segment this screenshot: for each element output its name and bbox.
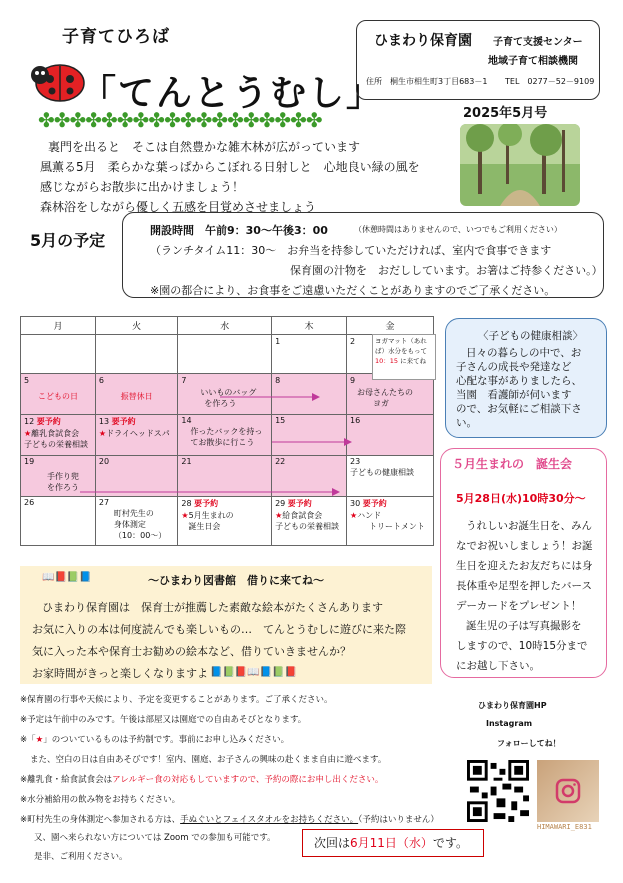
event-kabuto-2: を作ろう bbox=[47, 483, 79, 492]
ladybug-icon bbox=[28, 55, 88, 103]
issue-label: 2025年5月号 bbox=[463, 106, 548, 121]
note-3 bbox=[20, 733, 289, 745]
schedule-lunch: （ランチタイム11：30～ お弁当を持参していただければ、室内で食事できます bbox=[150, 244, 552, 257]
date-13: 13 bbox=[98, 417, 110, 426]
instagram-qr-code[interactable] bbox=[537, 760, 599, 822]
birthday-line: デーカードをプレゼント！ bbox=[456, 600, 582, 612]
event-bag-1: いいものバッグ bbox=[200, 388, 257, 397]
calendar-cell bbox=[178, 497, 272, 546]
event-health-consult: 子どもの健康相談 bbox=[349, 468, 414, 477]
books-icon: 📖📕📗📘 bbox=[42, 572, 92, 583]
note-7c: （予約はいりません） bbox=[358, 815, 439, 825]
org-subtitle-support: 子育て支援センター bbox=[493, 37, 583, 48]
note-7b: 手ぬぐいとフェイスタオルをお持ちください。 bbox=[180, 815, 359, 825]
calendar-cell-empty bbox=[21, 335, 96, 374]
forest-photo bbox=[460, 124, 580, 206]
event-measure-2: 身体測定 bbox=[113, 520, 146, 529]
hp-label: ひまわり保育園HP bbox=[478, 701, 547, 710]
arrow-icon bbox=[80, 488, 340, 496]
note-8: 又、園へ来られない方については Zoom での参加も可能です。 bbox=[34, 833, 276, 843]
star-icon: ★ bbox=[35, 735, 44, 745]
date-15: 15 bbox=[275, 416, 286, 425]
instagram-label: Instagram bbox=[486, 719, 533, 728]
schedule-hours: 開設時間 午前9：30～午後3：00 bbox=[150, 224, 328, 237]
library-line-3: 気に入った本や保育士お勧めの絵本など、借りていきませんか？ bbox=[32, 645, 351, 658]
date-9: 9 bbox=[349, 376, 356, 385]
yoga-note-line: に来てね bbox=[400, 357, 427, 365]
calendar-cell bbox=[178, 415, 272, 456]
instagram-handle: HIMAWARI_E831 bbox=[537, 823, 592, 831]
calendar-cell bbox=[95, 415, 177, 456]
arrow-icon bbox=[220, 393, 320, 401]
event-baby-food: 離乳食試食会 bbox=[31, 429, 80, 438]
star-icon: ★ bbox=[24, 429, 32, 438]
event-birthday-1: 5月生まれの bbox=[188, 511, 234, 520]
star-icon: ★ bbox=[181, 511, 189, 520]
date-16: 16 bbox=[349, 416, 361, 425]
intro-line-4: 森林浴をしながら優しく五感を目覚めさせましょう bbox=[40, 200, 317, 214]
calendar-cell bbox=[272, 497, 347, 546]
calendar-cell bbox=[346, 456, 433, 497]
next-prefix: 次回は bbox=[314, 836, 351, 850]
date-12: 12 bbox=[24, 417, 35, 426]
date-23: 23 bbox=[349, 457, 361, 466]
org-subtitle-consult: 地域子育て相談機関 bbox=[488, 56, 578, 67]
calendar-cell bbox=[95, 374, 177, 415]
intro-line-1: 裏門を出ると そこは自然豊かな雑木林が広がっています bbox=[48, 140, 361, 154]
calendar-cell bbox=[272, 335, 347, 374]
note-4: また、空白の日は自由あそびです！室内、園庭、お子さんの興味の赴くまま自由に遊べます。 bbox=[30, 755, 387, 765]
weekday-thu: 木 bbox=[272, 317, 347, 335]
org-tel: TEL 0277－52－9109 bbox=[505, 77, 595, 86]
event-hand-2: トリートメント bbox=[368, 522, 425, 531]
calendar-cell bbox=[95, 497, 177, 546]
schedule-hours-note: （休憩時間はありませんので、いつでもご利用ください） bbox=[354, 225, 562, 234]
birthday-line: なでお祝いしましょう！お誕 bbox=[456, 540, 593, 552]
event-hand-1: ハンド bbox=[357, 511, 382, 520]
birthday-body bbox=[456, 516, 593, 676]
note-1: ※保育園の行事や天候により、予定を変更することがあります。ご了承ください。 bbox=[20, 695, 333, 705]
event-nutrition-2: 子どもの栄養相談 bbox=[275, 522, 340, 531]
calendar-cell bbox=[346, 415, 433, 456]
event-substitute-holiday: 振替休日 bbox=[120, 392, 153, 401]
health-title: 〈子どもの健康相談〉 bbox=[478, 330, 583, 342]
library-line-1: ひまわり保育園は 保育士が推薦した素敵な絵本がたくさんあります bbox=[42, 601, 383, 614]
birthday-line: 誕生児の子は写真撮影を bbox=[466, 620, 582, 632]
event-yoga-1: お母さんたちの bbox=[356, 388, 413, 397]
date-19: 19 bbox=[24, 457, 35, 466]
note-2: ※予定は午前中のみです。午後は部屋又は園庭での自由あそびとなります。 bbox=[20, 715, 307, 725]
event-childrens-day: こどもの日 bbox=[37, 392, 78, 401]
next-date bbox=[314, 834, 468, 851]
event-yoga-2: ヨガ bbox=[372, 399, 389, 408]
health-line: 日々の暮らしの中で、お bbox=[466, 347, 582, 359]
yoga-note-line: ば）水分をもって bbox=[375, 347, 427, 355]
date-22: 22 bbox=[275, 457, 286, 466]
star-icon: ★ bbox=[349, 511, 358, 520]
note-5b: アレルギー食の対応もしていますので、予約の際にお申し出ください。 bbox=[112, 775, 384, 785]
event-head-spa: ドライヘッドスパ bbox=[106, 429, 170, 438]
date-8: 8 bbox=[275, 376, 281, 385]
health-body bbox=[456, 346, 582, 430]
star-icon: ★ bbox=[98, 429, 107, 438]
library-title: ～ひまわり図書館 借りに来てね～ bbox=[148, 574, 324, 587]
calendar-cell bbox=[21, 497, 96, 546]
main-title: 「てんとうむし」 bbox=[80, 73, 385, 114]
event-birthday-2: 誕生日会 bbox=[188, 522, 221, 531]
date-30: 30 bbox=[349, 499, 361, 508]
follow-label: フォローしてね！ bbox=[497, 739, 561, 748]
calendar-cell bbox=[346, 497, 433, 546]
date-29: 29 bbox=[275, 499, 286, 508]
intro-line-2: 風薫る5月 柔らかな葉っぱからこぼれる日射しと 心地良い緑の風を bbox=[40, 160, 420, 174]
birthday-line: にお越し下さい。 bbox=[456, 660, 540, 672]
event-measure-1: 町村先生の bbox=[113, 509, 154, 518]
note-3a: ※「 bbox=[20, 735, 36, 745]
calendar-cell bbox=[272, 415, 347, 456]
schedule-soup: 保育園の汁物を おだししています。お箸はご持参ください。） bbox=[290, 264, 603, 277]
date-14: 14 bbox=[181, 416, 192, 425]
hp-qr-code[interactable] bbox=[467, 760, 529, 822]
intro-line-3: 感じながらお散歩に出かけましょう！ bbox=[40, 180, 245, 194]
weekday-tue: 火 bbox=[95, 317, 177, 335]
event-bag-2: を作ろう bbox=[204, 399, 237, 408]
date-7: 7 bbox=[181, 376, 187, 385]
event-kabuto-1: 手作り兜 bbox=[47, 472, 79, 481]
note-7a: ※町村先生の身体測定へ参加される方は、 bbox=[20, 815, 181, 825]
birthday-line: 生日を迎えたお友だちには身 bbox=[456, 560, 593, 572]
health-line: い。 bbox=[456, 417, 477, 429]
reservation-tag: 要予約 bbox=[362, 499, 387, 508]
calendar-cell bbox=[21, 415, 96, 456]
event-lunch-tasting: 給食試食会 bbox=[282, 511, 323, 520]
reservation-tag: 要予約 bbox=[36, 417, 61, 426]
note-6: ※水分補給用の飲み物をお持ちください。 bbox=[20, 795, 181, 805]
reservation-tag: 要予約 bbox=[287, 499, 312, 508]
weekday-wed: 水 bbox=[178, 317, 272, 335]
instagram-icon bbox=[537, 760, 599, 822]
birthday-line: うれしいお誕生日を、みん bbox=[466, 520, 592, 532]
date-27: 27 bbox=[98, 498, 110, 507]
clover-border: ✤✤✤✤✤✤✤✤✤✤✤✤✤✤✤✤✤✤ bbox=[38, 108, 322, 132]
event-measure-3: （10：00～） bbox=[113, 531, 167, 540]
event-walk-2: てお散歩に行こう bbox=[190, 438, 255, 447]
reservation-tag: 要予約 bbox=[194, 499, 219, 508]
birthday-line: しますので、10時15分まで bbox=[456, 640, 588, 652]
date-6: 6 bbox=[98, 376, 105, 385]
calendar-cell-empty bbox=[178, 335, 272, 374]
date-2: 2 bbox=[349, 337, 356, 346]
event-nutrition: 子どもの栄養相談 bbox=[24, 440, 88, 449]
series-title: 子育てひろば bbox=[62, 27, 170, 47]
health-line: ので、お気軽にご相談下さ bbox=[456, 403, 582, 415]
books-icon: 📘📗📕📖📘📗📕 bbox=[210, 667, 298, 678]
note-5 bbox=[20, 773, 383, 785]
health-line: 心配な事がありましたら、 bbox=[456, 375, 582, 387]
note-7 bbox=[20, 813, 439, 825]
birthday-date: 5月28日(水)10時30分～ bbox=[456, 492, 586, 505]
arrow-icon bbox=[272, 438, 352, 446]
health-line: 当園 看護師が伺います bbox=[456, 389, 572, 401]
date-20: 20 bbox=[98, 457, 110, 466]
health-line: 子さんの成長や発達など bbox=[456, 361, 572, 373]
yoga-note-time: 10：15 bbox=[375, 357, 399, 365]
birthday-line: 長体重や足型を押したバース bbox=[456, 580, 592, 592]
yoga-note-line: ヨガマット（あれ bbox=[375, 337, 427, 345]
library-line-2: お気に入りの本は何度読んでも楽しいもの… てんとうむしに遊びに来た際 bbox=[32, 623, 406, 636]
schedule-notice: ※園の都合により、お食事をご遠慮いただくことがありますのでご了承ください。 bbox=[150, 284, 556, 297]
calendar-cell bbox=[21, 374, 96, 415]
schedule-heading: 5月の予定 bbox=[30, 231, 106, 250]
date-1: 1 bbox=[275, 337, 281, 346]
event-walk-1: 作ったバックを持っ bbox=[190, 427, 263, 436]
date-28: 28 bbox=[181, 499, 192, 508]
date-21: 21 bbox=[181, 457, 192, 466]
org-name: ひまわり保育園 bbox=[374, 33, 472, 49]
note-9: 是非、ご利用ください。 bbox=[34, 852, 128, 862]
note-5a: ※離乳食・給食試食会は bbox=[20, 775, 113, 785]
weekday-mon: 月 bbox=[21, 317, 96, 335]
next-date-value: 6月11日（水） bbox=[350, 836, 433, 850]
note-3b: 」のついているものは予約制です。事前にお申し込みください。 bbox=[43, 735, 290, 745]
date-26: 26 bbox=[24, 498, 35, 507]
next-suffix: です。 bbox=[432, 836, 468, 850]
weekday-fri: 金 bbox=[346, 317, 433, 335]
library-line-4: お家時間がきっと楽しくなりますよ bbox=[32, 667, 208, 680]
birthday-title: ５月生まれの 誕生会 bbox=[452, 457, 573, 471]
date-5: 5 bbox=[24, 376, 30, 385]
yoga-note bbox=[372, 334, 436, 380]
reservation-tag: 要予約 bbox=[111, 417, 136, 426]
calendar-cell-empty bbox=[95, 335, 177, 374]
org-address: 住所 桐生市相生町3丁目683－1 bbox=[366, 77, 488, 86]
star-icon: ★ bbox=[275, 511, 283, 520]
